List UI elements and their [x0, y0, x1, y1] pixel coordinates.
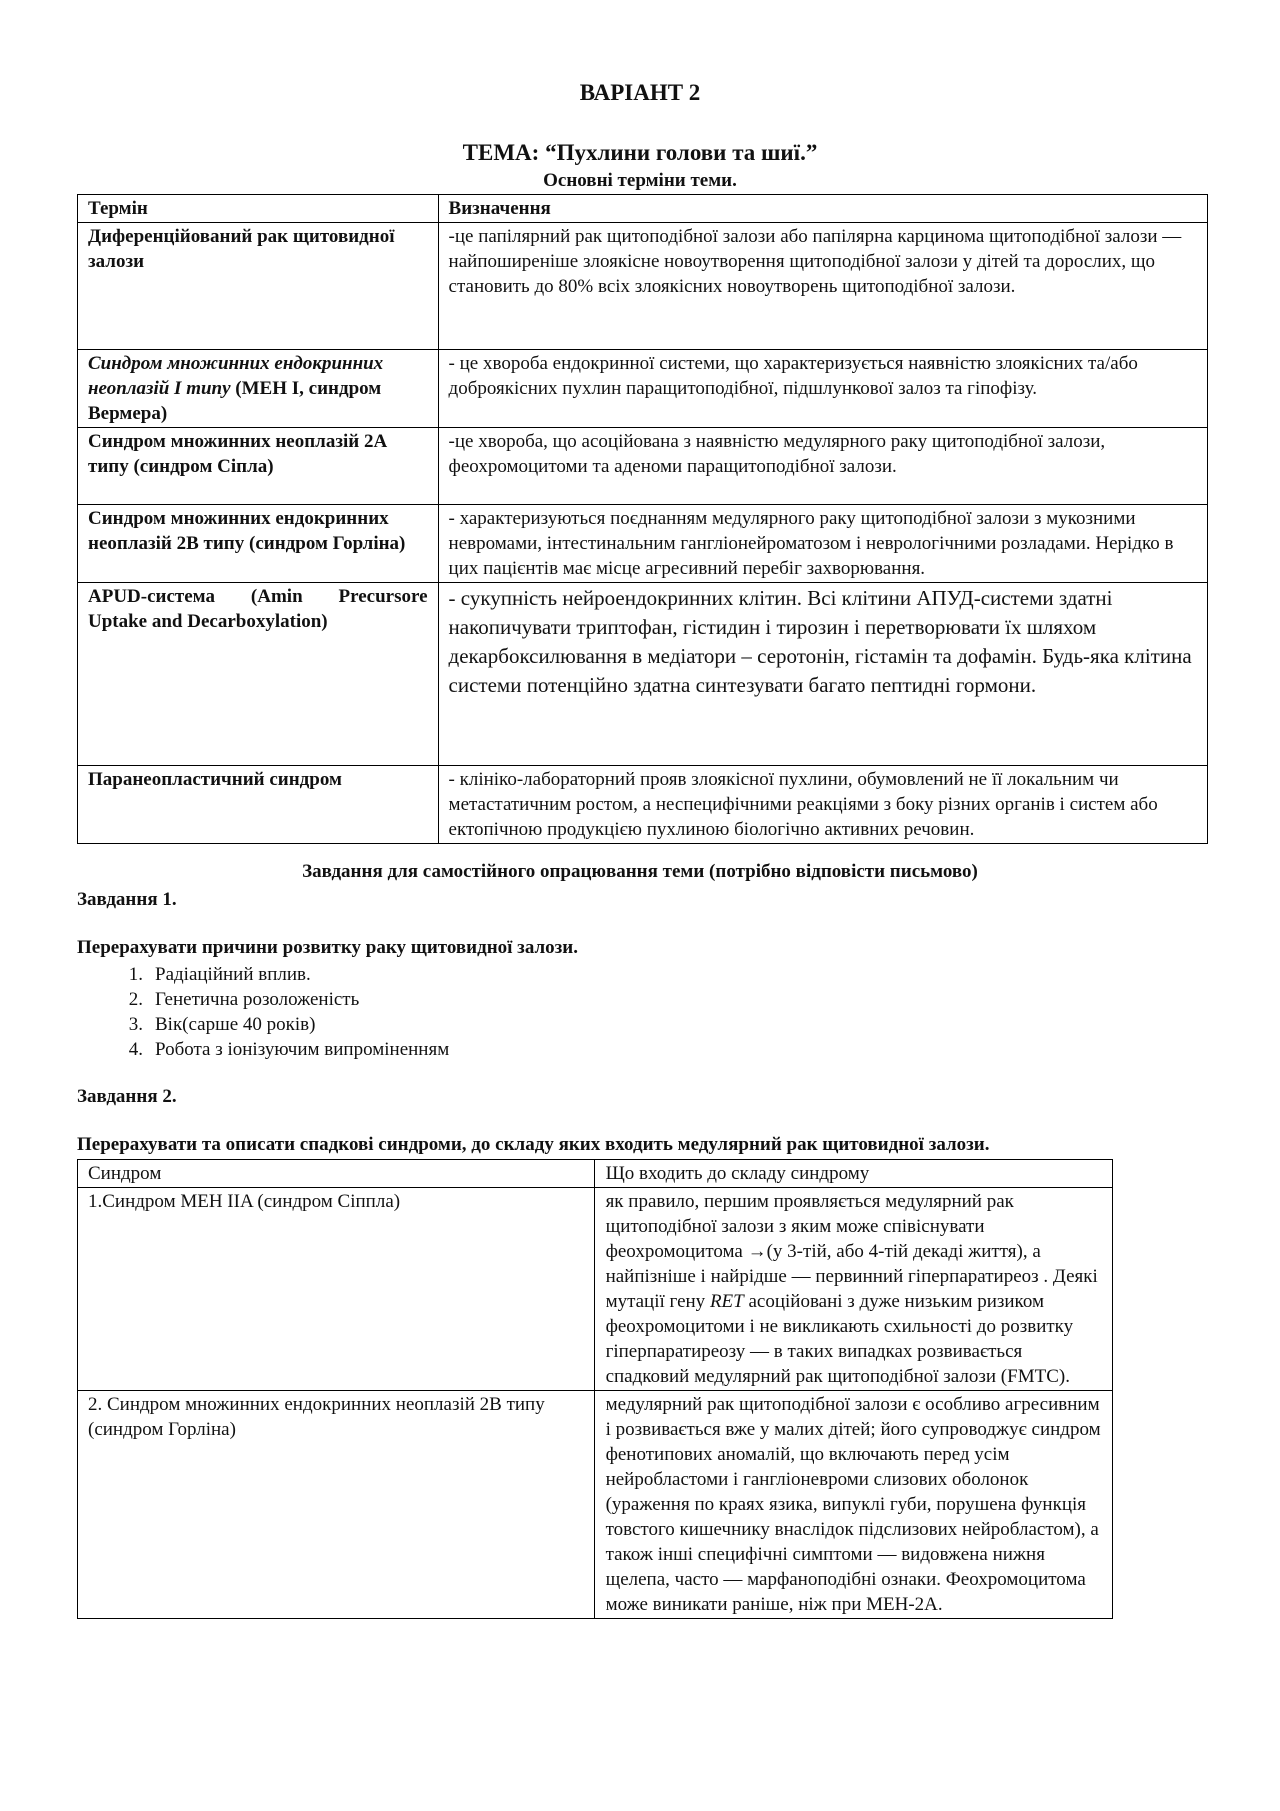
list-item — [107, 1037, 449, 1062]
composition-text: (у 3-тій, або 4-тій декаді життя), а найпізніше і найрідше — первинний гіперпаратиреоз . Деякі мутації гену — [605, 1241, 1098, 1312]
table-row — [78, 766, 1208, 844]
header-composition: Що входить до складу синдрому — [594, 1160, 1112, 1188]
terms-table — [77, 194, 1208, 844]
table-row — [78, 1391, 1113, 1619]
table-header-row — [78, 195, 1208, 223]
table-row — [78, 1188, 1113, 1391]
composition-cell — [594, 1188, 1112, 1391]
header-term: Термін — [78, 195, 439, 223]
syndromes-table — [77, 1159, 1113, 1619]
composition-text: як правило, першим проявляється медулярний рак щитоподібної залози з яким може співіснувати феохромоцитома — [605, 1191, 1014, 1262]
task2-label: Завдання 2. — [77, 1086, 177, 1107]
table-row — [78, 428, 1208, 505]
table-header-row — [78, 1160, 1113, 1188]
header-syndrome: Синдром — [78, 1160, 595, 1188]
list-item — [107, 1012, 449, 1037]
definition-cell: - це хвороба ендокринної системи, що характеризується наявністю злоякісних та/або доброякісних пухлин паращитоподібної, підшлункової залоз та гіпофізу. — [438, 350, 1207, 428]
syndrome-cell: 1.Синдром МЕН IIA (синдром Сіппла) — [78, 1188, 595, 1391]
definition-cell: -це папілярний рак щитоподібної залози або папілярна карцинома щитоподібної залози — найпоширеніше злоякісне новоутворення щитоподібної залози у дітей та дорослих, що становить до 80% всіх злоякісних новоутворень щитоподібної залози. — [438, 223, 1207, 350]
term-rest: (МЕН І, синдром Вермера) — [88, 378, 382, 424]
table-row — [78, 223, 1208, 350]
gene-name: RET — [709, 1291, 744, 1312]
list-text: Робота з іонізуючим випроміненням — [155, 1039, 450, 1060]
syndrome-cell: 2. Синдром множинних ендокринних неоплазій 2В типу (синдром Горліна) — [78, 1391, 595, 1619]
arrow-icon: → — [742, 1241, 767, 1262]
term-cell: Диференційований рак щитовидної залози — [78, 223, 439, 350]
list-number: 4. — [128, 1039, 143, 1060]
term-italic: Синдром множинних ендокринних неоплазій I типу — [88, 353, 384, 399]
term-cell: APUD-система (Amin Precursore Uptake and Decarboxylation) — [78, 583, 439, 766]
definition-cell: - клініко-лабораторний прояв злоякісної пухлини, обумовлений не її локальним чи метастатичним ростом, а неспецифічними реакціями з боку різних органів і систем або ектопічною продукцією пухлиною біологічно активних речовин. — [438, 766, 1207, 844]
task1-label: Завдання 1. — [77, 889, 177, 910]
list-text: Радіаційний вплив. — [155, 964, 311, 985]
tasks-heading: Завдання для самостійного опрацювання теми (потрібно відповісти письмово) — [302, 861, 978, 882]
definition-cell: - сукупність нейроендокринних клітин. Всі клітини АПУД-системи здатні накопичувати триптофан, гістидин і тирозин і перетворювати їх шляхом декарбоксилювання в медіатори – серотонін, гістамін та дофамін. Будь-яка клітина системи потенційно здатна синтезувати багато пептидні гормони. — [438, 583, 1207, 766]
list-number: 2. — [128, 989, 143, 1010]
header-definition: Визначення — [438, 195, 1207, 223]
term-cell — [78, 350, 439, 428]
theme-title: ТЕМА: “Пухлини голови та шиї.” — [462, 140, 818, 165]
table-row — [78, 350, 1208, 428]
table-row — [78, 583, 1208, 766]
variant-title: ВАРІАНТ 2 — [579, 80, 701, 105]
terms-subtitle: Основні терміни теми. — [543, 170, 737, 191]
definition-cell: -це хвороба, що асоційована з наявністю медулярного раку щитоподібної залози, феохромоцитоми та аденоми паращитоподібної залози. — [438, 428, 1207, 505]
term-cell: Синдром множинних ендокринних неоплазій 2В типу (синдром Горліна) — [78, 505, 439, 583]
list-text: Вік(сарше 40 років) — [155, 1014, 316, 1035]
list-text: Генетична розоложеність — [155, 989, 360, 1010]
task1-question: Перерахувати причини розвитку раку щитовидної залози. — [77, 937, 578, 958]
term-cell: Паранеопластичний синдром — [78, 766, 439, 844]
composition-cell: медулярний рак щитоподібної залози є особливо агресивним і розвивається вже у малих дітей; його супроводжує синдром фенотипових аномалій, що включають перед усім нейробластоми і гангліоневроми слизових оболонок (ураження по краях язика, випуклі губи, порушена функція товстого кишечнику внаслідок підслизових нейробластом), а також інші специфічні симптоми — видовжена нижня щелепа, часто — марфаноподібні ознаки. Феохромоцитома може виникати раніше, ніж при МЕН-2А. — [594, 1391, 1112, 1619]
list-number: 1. — [128, 964, 143, 985]
definition-cell: - характеризуються поєднанням медулярного раку щитоподібної залози з мукозними невромами, інтестинальним гангліонейроматозом і неврологічними розладами. Нерідко в цих пацієнтів має місце агресивний перебіг захворювання. — [438, 505, 1207, 583]
list-item — [107, 987, 449, 1012]
list-number: 3. — [128, 1014, 143, 1035]
list-item — [107, 962, 449, 987]
causes-list — [107, 962, 449, 1062]
term-cell: Синдром множинних неоплазій 2А типу (синдром Сіпла) — [78, 428, 439, 505]
task2-question: Перерахувати та описати спадкові синдроми, до складу яких входить медулярний рак щитовидної залози. — [77, 1134, 990, 1155]
composition-text: асоційовані з дуже низьким ризиком феохромоцитоми і не викликають схильності до розвитку гіперпаратиреозу — в таких випадках розвивається спадковий медулярний рак щитоподібної залози (FMTC). — [605, 1291, 1074, 1387]
table-row — [78, 505, 1208, 583]
